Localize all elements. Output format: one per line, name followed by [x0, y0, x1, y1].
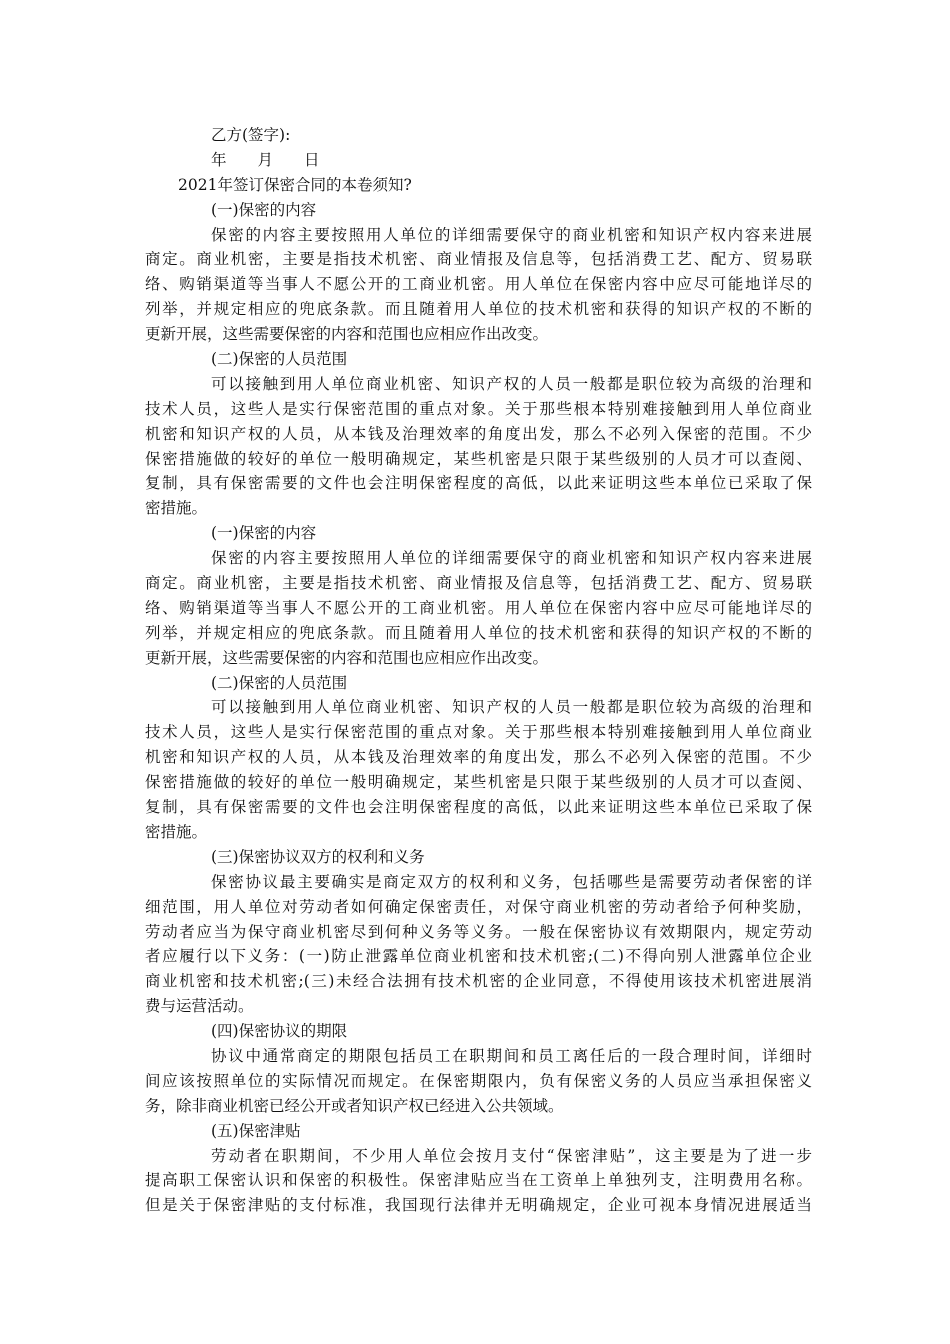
- paragraph-line: 商定。商业机密，主要是指技术机密、商业情报及信息等，包括消费工艺、配方、贸易联: [145, 574, 812, 593]
- paragraph-line: 劳动者应当为保守商业机密尽到何种义务等义务。一般在保密协议有效期限内，规定劳动: [145, 922, 812, 941]
- paragraph-line: 复制，具有保密需要的文件也会注明保密程度的高低，以此来证明这些本单位已采取了保: [145, 474, 812, 493]
- section-personnel-scope-repeat: [145, 671, 812, 845]
- document-title: 2021年签订保密合同的本卷须知?: [178, 175, 412, 194]
- signature-date: 年 月 日: [211, 150, 320, 169]
- paragraph-line: 可以接触到用人单位商业机密、知识产权的人员一般都是职位较为高级的治理和: [211, 698, 812, 717]
- section-content-repeat: [145, 521, 812, 670]
- paragraph-line: 保密的内容主要按照用人单位的详细需要保守的商业机密和知识产权内容来进展: [211, 225, 812, 244]
- section-personnel-scope: [145, 347, 812, 521]
- section-heading: (一)保密的内容: [211, 200, 317, 219]
- paragraph-line: 可以接触到用人单位商业机密、知识产权的人员一般都是职位较为高级的治理和: [211, 374, 812, 393]
- paragraph-line: 列举，并规定相应的兜底条款。而且随着用人单位的技术机密和获得的知识产权的不断的: [145, 623, 812, 642]
- paragraph-line: 复制，具有保密需要的文件也会注明保密程度的高低，以此来证明这些本单位已采取了保: [145, 798, 812, 817]
- paragraph-line: 密措施。: [145, 499, 208, 518]
- paragraph-line: 机密和知识产权的人员，从本钱及治理效率的角度出发，那么不必列入保密的范围。不少: [145, 748, 812, 767]
- paragraph-line: 密措施。: [145, 822, 208, 841]
- paragraph-line: 细范围，用人单位对劳动者如何确定保密责任，对保守商业机密的劳动者给予何种奖励，: [145, 897, 812, 916]
- paragraph-line: 技术人员，这些人是实行保密范围的重点对象。关于那些根本特别难接触到用人单位商业: [145, 399, 812, 418]
- paragraph-line: 技术人员，这些人是实行保密范围的重点对象。关于那些根本特别难接触到用人单位商业: [145, 723, 812, 742]
- section-heading: (二)保密的人员范围: [211, 350, 348, 369]
- paragraph-line: 更新开展，这些需要保密的内容和范围也应相应作出改变。: [145, 325, 549, 344]
- paragraph-line: 务，除非商业机密已经公开或者知识产权已经进入公共领域。: [145, 1096, 564, 1115]
- paragraph-line: 商业机密和技术机密;(三)未经合法拥有技术机密的企业同意，不得使用该技术机密进展消: [145, 972, 812, 991]
- section-heading: (四)保密协议的期限: [211, 1022, 348, 1041]
- section-heading: (五)保密津贴: [211, 1121, 301, 1140]
- paragraph-line: 更新开展，这些需要保密的内容和范围也应相应作出改变。: [145, 648, 549, 667]
- paragraph-line: 提高职工保密认识和保密的积极性。保密津贴应当在工资单上单独列支，注明费用名称。: [145, 1171, 812, 1190]
- paragraph-line: 协议中通常商定的期限包括员工在职期间和员工离任后的一段合理时间，详细时: [211, 1046, 812, 1065]
- paragraph-line: 列举，并规定相应的兜底条款。而且随着用人单位的技术机密和获得的知识产权的不断的: [145, 300, 812, 319]
- section-content: [145, 198, 812, 347]
- party-b-signature: 乙方(签字):: [211, 126, 291, 144]
- section-agreement-term: [145, 1019, 812, 1119]
- paragraph-line: 络、购销渠道等当事人不愿公开的工商业机密。用人单位在保密内容中应尽可能地详尽的: [145, 598, 812, 617]
- paragraph-line: 劳动者在职期间，不少用人单位会按月支付“保密津贴”，这主要是为了进一步: [211, 1146, 812, 1165]
- section-rights-obligations: [145, 845, 812, 1019]
- paragraph-line: 商定。商业机密，主要是指技术机密、商业情报及信息等，包括消费工艺、配方、贸易联: [145, 250, 812, 269]
- document-body: [145, 123, 812, 1218]
- section-heading: (二)保密的人员范围: [211, 673, 348, 692]
- paragraph-line: 但是关于保密津贴的支付标准，我国现行法律并无明确规定，企业可视本身情况进展适当: [145, 1196, 812, 1215]
- paragraph-line: 络、购销渠道等当事人不愿公开的工商业机密。用人单位在保密内容中应尽可能地详尽的: [145, 275, 812, 294]
- section-heading: (三)保密协议双方的权利和义务: [211, 847, 425, 866]
- section-confidentiality-allowance: [145, 1119, 812, 1219]
- paragraph-line: 保密的内容主要按照用人单位的详细需要保守的商业机密和知识产权内容来进展: [211, 549, 812, 568]
- paragraph-line: 费与运营活动。: [145, 997, 254, 1016]
- paragraph-line: 间应该按照单位的实际情况而规定。在保密期限内，负有保密义务的人员应当承担保密义: [145, 1071, 812, 1090]
- paragraph-line: 保密协议最主要确实是商定双方的权利和义务，包括哪些是需要劳动者保密的详: [211, 872, 812, 891]
- paragraph-line: 保密措施做的较好的单位一般明确规定，某些机密是只限于某些级别的人员才可以查阅、: [145, 773, 812, 792]
- paragraph-line: 保密措施做的较好的单位一般明确规定，某些机密是只限于某些级别的人员才可以查阅、: [145, 449, 812, 468]
- paragraph-line: 者应履行以下义务：(一)防止泄露单位商业机密和技术机密;(二)不得向别人泄露单位企业: [145, 947, 812, 966]
- paragraph-line: 机密和知识产权的人员，从本钱及治理效率的角度出发，那么不必列入保密的范围。不少: [145, 424, 812, 443]
- section-heading: (一)保密的内容: [211, 524, 317, 543]
